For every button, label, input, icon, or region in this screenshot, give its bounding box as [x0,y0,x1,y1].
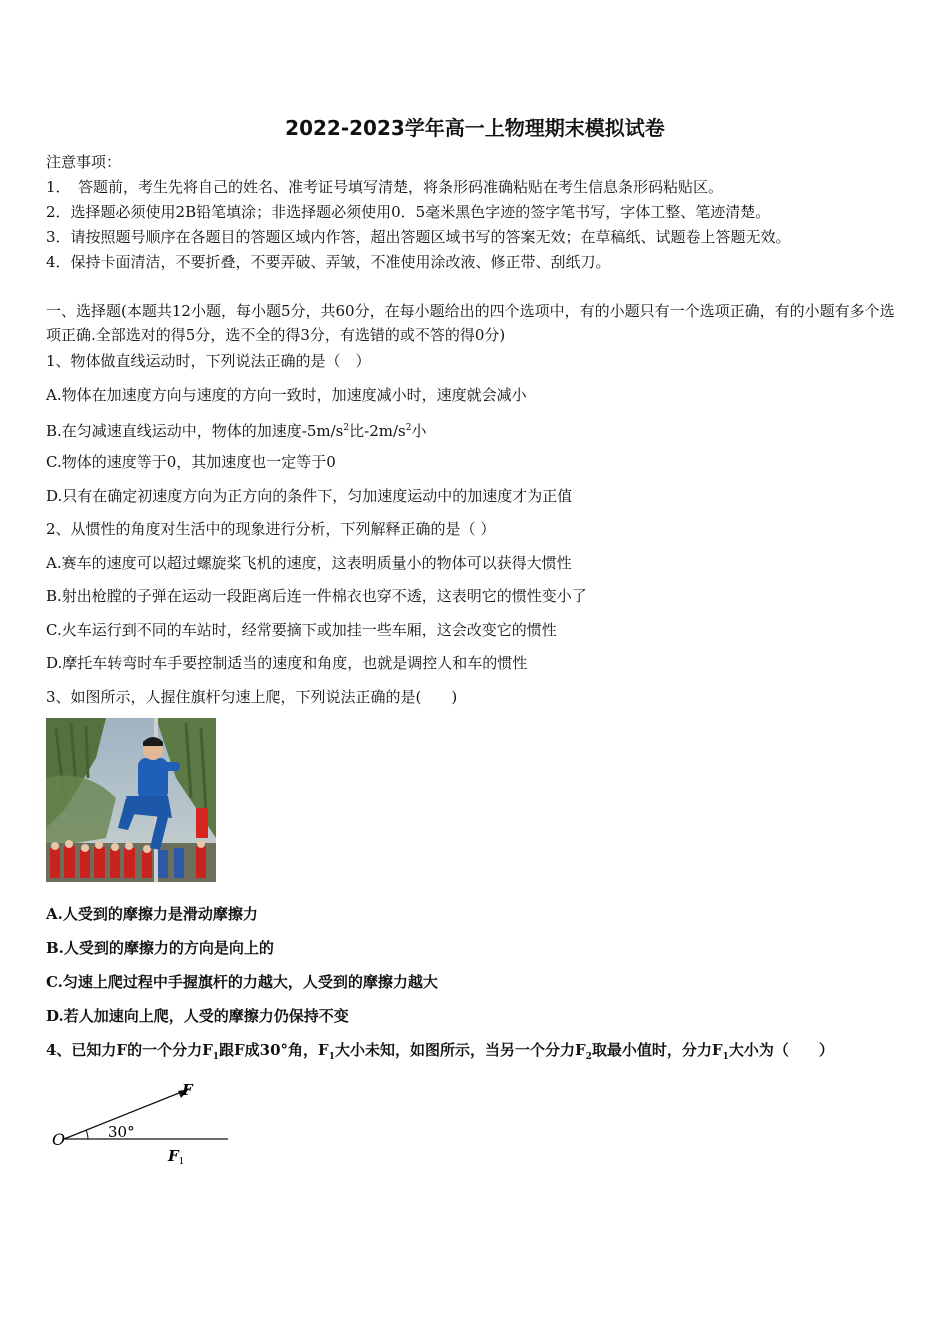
q1-option-b-part1: B.在匀减速直线运动中，物体的加速度-5m/s [46,422,344,440]
q1-option-b-part3: 小 [411,422,427,440]
q1-option-b-part2: 比-2m/s [349,422,406,440]
angle-arc [86,1130,88,1139]
superscript: 2 [405,423,412,433]
q2-option-a: A.赛车的速度可以超过螺旋桨飞机的速度，这表明质量小的物体可以获得大惯性 [46,554,572,572]
q3-option-c: C.匀速上爬过程中手握旗杆的力越大，人受到的摩擦力越大 [46,973,438,991]
force-f-label: F [182,1081,193,1099]
force-decomposition-diagram [46,1075,246,1175]
subscript: 1 [328,1052,335,1062]
q3-option-d: D.若人加速向上爬，人受的摩擦力仍保持不变 [46,1007,349,1025]
q2-option-d: D.摩托车转弯时车手要控制适当的速度和角度，也就是调控人和车的惯性 [46,654,528,672]
subscript: 2 [585,1052,592,1062]
q4-stem-part5: 大小为（ ） [728,1041,834,1059]
force-f1-letter: F [168,1147,179,1165]
notice-heading: 注意事项： [46,153,122,171]
q3-option-a: A.人受到的摩擦力是滑动摩擦力 [46,905,258,923]
notice-item-3: 3．请按照题号顺序在各题目的答题区域内作答，超出答题区域书写的答案无效；在草稿纸、试题卷上答题无效。 [46,228,791,246]
notice-item-4: 4．保持卡面清洁，不要折叠，不要弄破、弄皱，不准使用涂改液、修正带、刮纸刀。 [46,253,611,271]
q2-stem: 2、从惯性的角度对生活中的现象进行分析，下列解释正确的是（ ） [46,520,496,538]
q3-option-b: B.人受到的摩擦力的方向是向上的 [46,939,274,957]
q4-stem-part1: 4、已知力F的一个分力F [46,1041,213,1059]
q4-stem-part3: 大小未知，如图所示，当另一个分力F [334,1041,586,1059]
notice-item-2: 2．选择题必须使用2B铅笔填涂；非选择题必须使用0．5毫米黑色字迹的签字笔书写，字体工整、笔迹清楚。 [46,203,771,221]
subscript: 1 [212,1052,220,1062]
q1-option-b [46,418,426,441]
q2-option-c: C.火车运行到不同的车站时，经常要摘下或加挂一些车厢，这会改变它的惯性 [46,621,557,639]
q4-stem-part2: 跟F成30°角，F [219,1041,329,1059]
photo-illustration [46,718,216,882]
q4-stem-part4: 取最小值时，分力F [591,1041,723,1059]
q3-stem: 3、如图所示，人握住旗杆匀速上爬，下列说法正确的是( ) [46,688,458,706]
angle-label: 30° [108,1123,135,1141]
origin-label: O [52,1130,66,1149]
section-heading: 一、选择题(本题共12小题，每小题5分，共60分，在每小题给出的四个选项中，有的小题只有一个选项正确，有的小题有多个选项正确.全部选对的得5分，选不全的得3分，有选错的或不答的得0分) [46,302,895,344]
subscript: 1 [722,1052,729,1062]
superscript: 2 [343,423,350,433]
q1-option-c: C.物体的速度等于0，其加速度也一定等于0 [46,453,336,471]
notice-item-1: 1． 答题前，考生先将自己的姓名、准考证号填写清楚，将条形码准确粘贴在考生信息条形码粘贴区。 [46,178,724,196]
force-f1-subscript: 1 [178,1157,185,1167]
flagpole-climber-photo [46,718,216,882]
q1-option-a: A.物体在加速度方向与速度的方向一致时，加速度减小时，速度就会减小 [46,386,527,404]
force-f1-label [167,1147,184,1167]
q1-stem: 1、物体做直线运动时，下列说法正确的是（ ） [46,352,371,370]
q1-option-d: D.只有在确定初速度方向为正方向的条件下，匀加速度运动中的加速度才为正值 [46,487,573,505]
q4-stem [46,1040,834,1067]
page-title: 2022-2023学年高一上物理期末模拟试卷 [285,116,665,140]
q2-option-b: B.射出枪膛的子弹在运动一段距离后连一件棉衣也穿不透，这表明它的惯性变小了 [46,587,587,605]
